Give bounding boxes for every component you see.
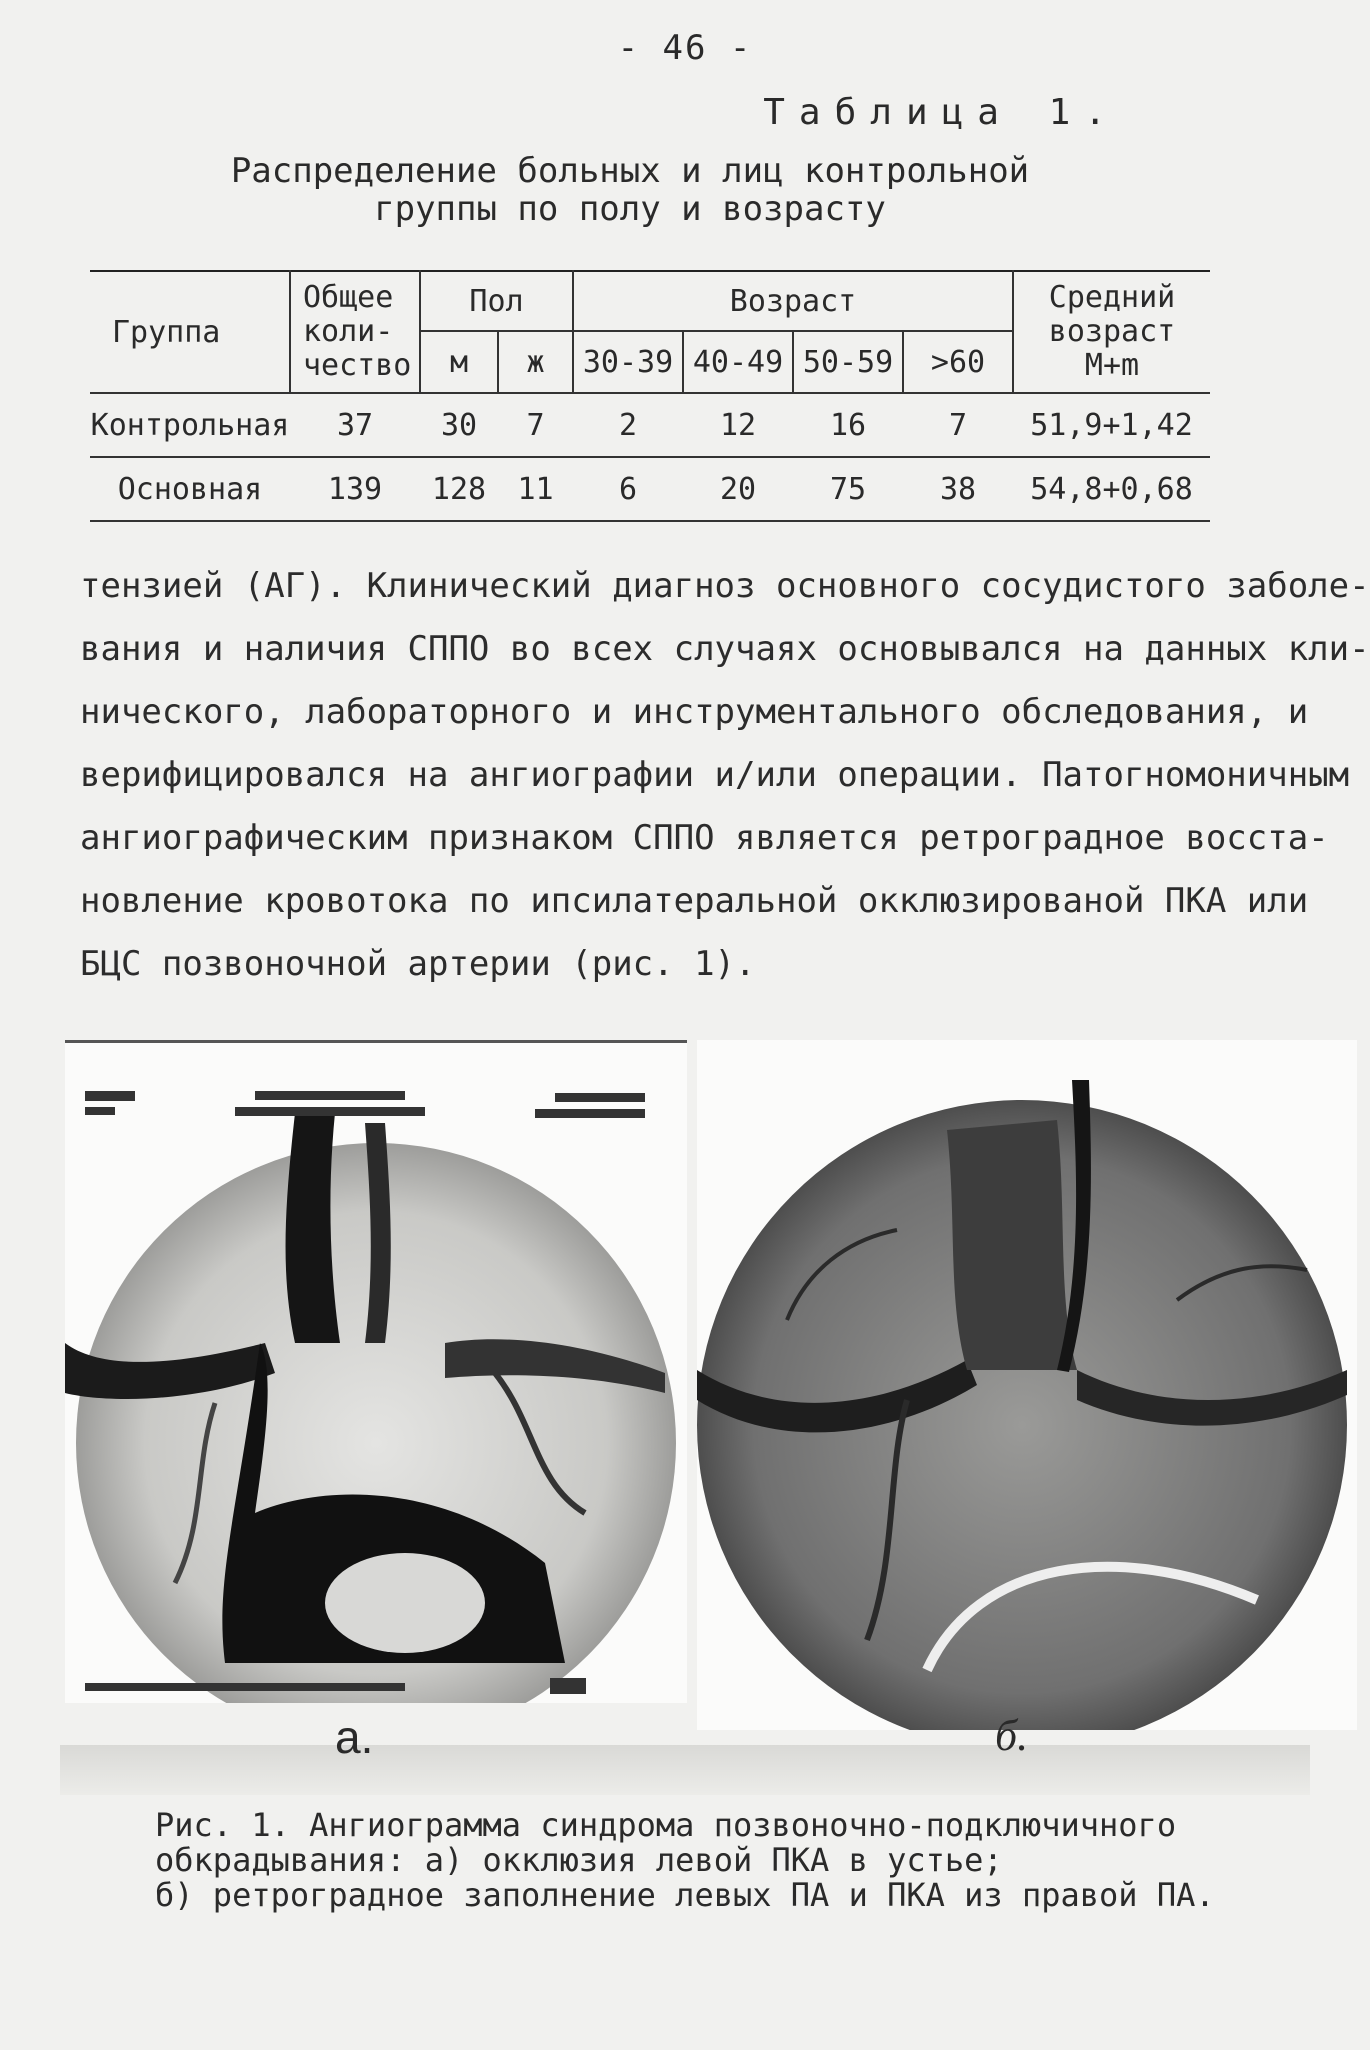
figure-caption [155, 1808, 1215, 1913]
cell-mean-age: 51,9+1,42 [1030, 407, 1193, 443]
figure-caption-line: обкрадывания: а) окклюзия левой ПКА в устье; [155, 1841, 1003, 1879]
header-age-60-plus: >60 [903, 331, 1013, 393]
cell-mean-age: 54,8+0,68 [1030, 471, 1193, 507]
body-text-line: новление кровотока по ипсилатеральной окклюзированой ПКА или [80, 881, 1309, 921]
cell-female: 7 [526, 407, 545, 443]
angiogram-image-a [65, 1040, 687, 1703]
header-sex: Пол [420, 271, 573, 331]
header-male: м [420, 331, 498, 393]
cell-age-50-59: 16 [829, 407, 867, 443]
cell-age-60-plus: 7 [948, 407, 968, 443]
header-mean-age: Средний возраст М+m [1013, 271, 1210, 393]
figure-1 [65, 1040, 1305, 1770]
cell-group: Контрольная [90, 407, 290, 443]
body-text-line: верифицировался на ангиографии и/или операции. Патогномоничным [80, 755, 1350, 795]
data-table [90, 270, 1210, 522]
cell-female: 11 [517, 471, 554, 507]
header-age: Возраст [573, 271, 1013, 331]
header-age-40-49: 40-49 [683, 331, 793, 393]
cell-male: 30 [440, 407, 478, 443]
cell-total: 139 [327, 471, 383, 507]
cell-age-40-49: 20 [719, 471, 757, 507]
body-text [80, 555, 1370, 996]
figure-label-a: а. [335, 1711, 374, 1763]
cell-male: 128 [431, 471, 487, 507]
figure-label-b: б. [995, 1711, 1029, 1760]
header-group: Группа [90, 271, 290, 393]
header-total: Общее коли- чество [290, 271, 420, 393]
cell-group: Основная [117, 471, 263, 507]
page-number: - 46 - [617, 28, 753, 68]
cell-age-60-plus: 38 [939, 471, 977, 507]
body-text-line: тензией (АГ). Клинический диагноз основного сосудистого заболе- [80, 566, 1370, 606]
body-text-line: ангиографическим признаком СППО является ретроградное восста- [80, 818, 1329, 858]
cell-total: 37 [336, 407, 374, 443]
figure-caption-line: Рис. 1. Ангиограмма синдрома позвоночно-подключичного [155, 1806, 1177, 1844]
cell-age-50-59: 75 [829, 471, 867, 507]
cell-age-30-39: 6 [618, 471, 638, 507]
header-age-50-59: 50-59 [793, 331, 903, 393]
body-text-line: вания и наличия СППО во всех случаях основывался на данных кли- [80, 629, 1370, 669]
angiogram-image-b [697, 1040, 1357, 1730]
table-caption-line: Распределение больных и лиц контрольной [230, 151, 1030, 191]
table-caption-line: группы по полу и возрасту [374, 189, 886, 229]
table-row [90, 457, 1210, 521]
body-text-line: нического, лабораторного и инструментального обследования, и [80, 692, 1309, 732]
table-caption [200, 152, 1060, 228]
cell-age-40-49: 12 [719, 407, 757, 443]
header-female: ж [498, 331, 573, 393]
table-row [90, 393, 1210, 457]
cell-age-30-39: 2 [618, 407, 638, 443]
body-text-line: БЦС позвоночной артерии (рис. 1). [80, 944, 756, 984]
header-age-30-39: 30-39 [573, 331, 683, 393]
figure-caption-line: б) ретроградное заполнение левых ПА и ПКА из правой ПА. [155, 1876, 1215, 1914]
table-label: Таблица 1. [763, 92, 1120, 133]
